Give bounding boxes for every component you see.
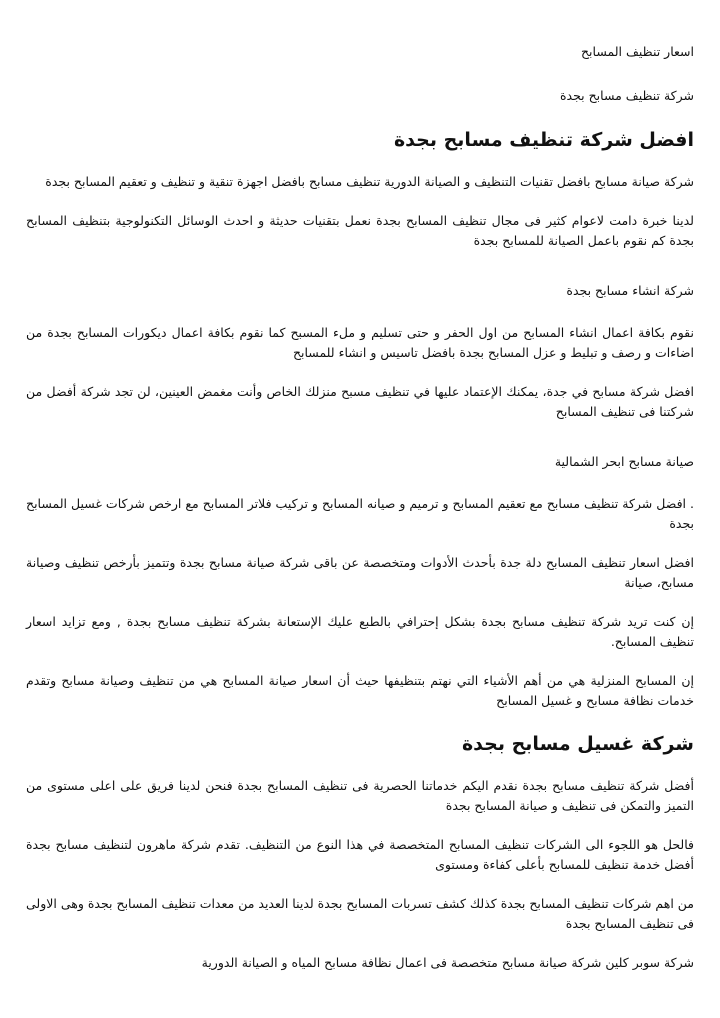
paragraph-intro: شركة صيانة مسابح بافضل تقنيات التنظيف و الصيانة الدورية تنظيف مسابح بافضل اجهزة تنقية و تنظيف و تعقيم المسابح بجدة [45,174,694,189]
paragraph-home-pools: إن المسابح المنزلية هي من أهم الأشياء التي نهتم بتنظيفها حيث أن اسعار صيانة المسابح هي من تنظيف وصيانة مسابح وتقدم خدمات نظافة مسابح و غسيل المسابح [26,673,694,708]
subheading-maintenance: صيانة مسابح ابحر الشمالية [554,454,694,469]
subheading-construction: شركة انشاء مسابح بجدة [566,283,694,298]
paragraph-experience: لدينا خبرة دامت لاعوام كثير فى مجال تنظيف المسابح بجدة نعمل بتقنيات حديثة و احدث الوسائل التكنولوجية بتنظيف المسابح بجدة كم نقوم باعمل الصيانة للمسابح بجدة [26,213,694,248]
paragraph-specialized: فالحل هو اللجوء الى الشركات تنظيف المسابح المتخصصة في هذا النوع من التنظيف. تقدم شركة ماهرون لتنظيف مسابح بجدة أفضل خدمة تنظيف للمسابح بأعلى كفاءة ومستوى [26,837,694,872]
main-title: افضل شركة تنظيف مسابح بجدة [393,129,694,151]
company-link[interactable]: شركة تنظيف مسابح بجدة [559,88,694,103]
paragraph-leak-detection: من اهم شركات تنظيف المسابح بجدة كذلك كشف تسربات المسابح بجدة لدينا العديد من معدات تنظيف المسابح بجدة وهى الاولى فى تنظيف المسابح بجدة [26,896,694,931]
paragraph-super-clean: شركة سوبر كلين شركة صيانة مسابح متخصصة فى اعمال نظافة مسابح المياه و الصيانة الدورية [201,955,694,970]
paragraph-professional: إن كنت تريد شركة تنظيف مسابح بجدة بشكل إحترافي بالطبع عليك الإستعانة بشركة تنظيف مسابح بجدة , ومع تزايد اسعار تنظيف المسابح. [26,614,694,649]
washing-title: شركة غسيل مسابح بجدة [461,733,694,755]
paragraph-prices: افضل اسعار تنظيف المسابح دلة جدة بأحدث الأدوات ومتخصصة عن باقى شركة صيانة مسابح بجدة وتتميز بأرخص تنظيف وصيانة مسابح، صيانة [26,555,694,590]
paragraph-best-company: افضل شركة مسابح في جدة، يمكنك الإعتماد عليها في تنظيف مسبح منزلك الخاص وأنت مغمض العينين، لن تجد شركة أفضل من شركتنا فى تنظيف المسابح [26,384,694,419]
prices-link[interactable]: اسعار تنظيف المسابح [580,44,694,59]
paragraph-exclusive-services: أفضل شركة تنظيف مسابح بجدة نقدم اليكم خدماتنا الحصرية فى تنظيف المسابح بجدة فنحن لدينا فريق على اعلى مستوى من التميز والتمكن فى تنظيف و صيانة المسابح بجدة [26,778,694,813]
paragraph-construction: نقوم بكافة اعمال انشاء المسابح من اول الحفر و حتى تسليم و ملء المسبح كما نقوم بكافة اعمال ديكورات المسابح بجدة من اضاءات و رصف و تبليط و عزل المسابح بجدة بافضل تاسيس و انشاء للمسابح [26,325,694,360]
paragraph-filters: . افضل شركة تنظيف مسابح مع تعقيم المسابح و ترميم و صيانه المسابح و تركيب فلاتر المسابح مع ارخص شركات غسيل المسابح بجدة [26,496,694,531]
